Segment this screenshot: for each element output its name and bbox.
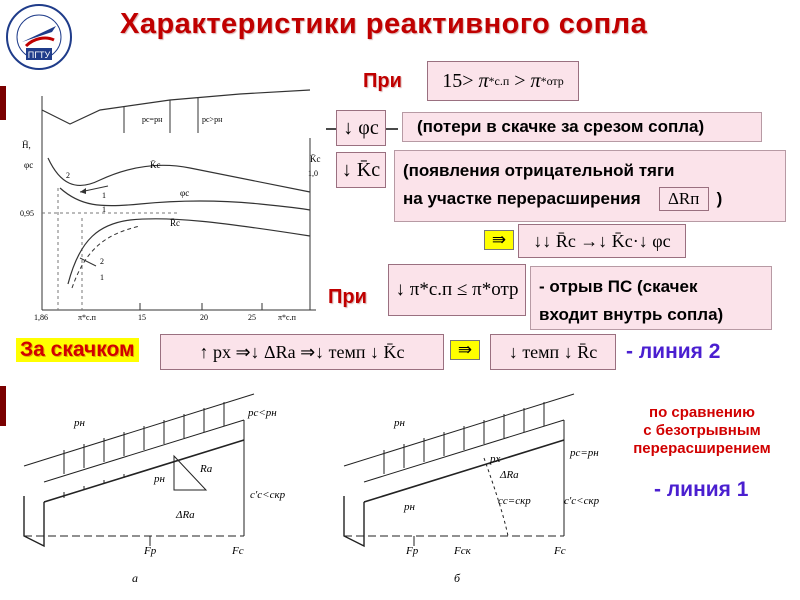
- svg-text:φс: φс: [24, 160, 34, 170]
- svg-text:Rа: Rа: [200, 463, 213, 475]
- svg-text:1: 1: [102, 205, 106, 214]
- separation-note: [530, 266, 772, 330]
- connector-phi-note: [384, 128, 398, 130]
- nozzle-diagram-b: [344, 394, 600, 585]
- k-note-line2: на участке перерасширения: [403, 189, 641, 208]
- svg-text:cс=cкр: cс=cкр: [498, 495, 531, 507]
- svg-text:K̄с: K̄с: [150, 160, 161, 170]
- svg-text:c′с<cкр: c′с<cкр: [564, 495, 600, 507]
- phi-box-text: ↓ φс: [343, 116, 379, 139]
- k-note-line1: (появления отрицательной тяги: [403, 161, 675, 180]
- svg-text:б: б: [454, 571, 461, 585]
- svg-text:pс=pн: pс=pн: [570, 447, 599, 459]
- svg-text:φс: φс: [180, 188, 190, 198]
- svg-text:2: 2: [100, 257, 104, 266]
- svg-text:Fр: Fр: [406, 545, 419, 557]
- svg-text:20: 20: [200, 313, 208, 322]
- svg-text:1: 1: [100, 273, 104, 282]
- svg-text:pн: pн: [404, 501, 415, 513]
- condition1-prefix: 15>: [442, 69, 474, 92]
- svg-text:Fр: Fр: [144, 545, 157, 557]
- svg-text:pн: pн: [154, 473, 165, 485]
- separation-note-line1: - отрыв ПС (скачек: [539, 277, 698, 296]
- svg-text:pх: pх: [490, 453, 501, 465]
- left-bar-bottom: [0, 386, 6, 426]
- connector-phi: [326, 128, 336, 130]
- svg-text:25: 25: [248, 313, 256, 322]
- svg-text:pс=pн: pс=pн: [142, 115, 163, 124]
- comparison-line1: по сравнению: [649, 404, 755, 421]
- k-box: [336, 152, 386, 188]
- svg-text:Fск: Fск: [454, 545, 471, 557]
- svg-text:pн: pн: [74, 417, 85, 429]
- svg-text:2: 2: [66, 171, 70, 180]
- implies-arrow-icon-2: ⇛: [450, 340, 480, 360]
- k-note-delta: ΔRп: [659, 187, 709, 211]
- svg-text:0,95: 0,95: [20, 209, 34, 218]
- comparison-line2: с безотрывным: [643, 422, 761, 439]
- phi-box: [336, 110, 386, 146]
- svg-text:15: 15: [138, 313, 146, 322]
- comparison-note: [622, 404, 782, 458]
- svg-text:c′с<cкр: c′с<cкр: [250, 489, 286, 501]
- svg-text:π*с.п: π*с.п: [278, 313, 296, 322]
- k-note-line2-row: [403, 185, 777, 213]
- separation-note-line2: входит внутрь сопла): [539, 305, 724, 324]
- line-2-label: - линия 2: [626, 340, 721, 363]
- after-shock-label: За скачком: [16, 338, 139, 362]
- svg-text:pн: pн: [394, 417, 405, 429]
- condition2-label: При: [328, 286, 367, 308]
- department-logo: [4, 2, 74, 72]
- line-1-label: - линия 1: [654, 478, 749, 501]
- k-note-close: ): [716, 189, 723, 208]
- nozzle-diagram-a: [24, 394, 286, 585]
- after-shock-formula: ↑ pх ⇒↓ ΔRа ⇒↓ темп ↓ K̄с: [160, 334, 444, 370]
- svg-text:1,86: 1,86: [34, 313, 48, 322]
- svg-text:Fс: Fс: [232, 545, 244, 557]
- condition1-label: При: [363, 70, 402, 92]
- svg-text:а: а: [132, 571, 138, 585]
- svg-text:K̄с: K̄с: [310, 154, 321, 164]
- result-formula: ↓↓ R̄с →↓ K̄с·↓ φс: [518, 224, 686, 258]
- svg-text:pс<pн: pс<pн: [248, 407, 277, 419]
- implies-arrow-icon: ⇛: [484, 230, 514, 250]
- condition2-formula: ↓ π*с.п ≤ π*отр: [388, 264, 526, 316]
- condition1-formula: 15> π * с.п > π * отр: [427, 61, 579, 101]
- after-shock-result: ↓ темп ↓ R̄с: [490, 334, 616, 370]
- phi-note: (потери в скачке за срезом сопла): [402, 112, 762, 142]
- page-title: Характеристики реактивного сопла: [120, 8, 648, 40]
- svg-text:H̄,: H̄,: [22, 140, 31, 150]
- characteristics-graph: [20, 88, 326, 322]
- comparison-line3: перерасширением: [633, 440, 771, 457]
- svg-text:π*с.п: π*с.п: [78, 313, 96, 322]
- k-note: [394, 150, 786, 222]
- svg-text:1,0: 1,0: [308, 169, 318, 178]
- svg-text:ΔRа: ΔRа: [500, 469, 519, 481]
- k-box-text: ↓ K̄с: [341, 158, 381, 181]
- left-bar-top: [0, 86, 6, 120]
- svg-text:1: 1: [102, 191, 106, 200]
- nozzle-diagrams: [14, 386, 618, 596]
- svg-text:ΔRа: ΔRа: [176, 509, 195, 521]
- svg-text:ПГТУ: ПГТУ: [27, 50, 51, 60]
- svg-text:Fс: Fс: [554, 545, 566, 557]
- svg-text:pс>pн: pс>pн: [202, 115, 223, 124]
- svg-text:R̄с: R̄с: [170, 218, 180, 228]
